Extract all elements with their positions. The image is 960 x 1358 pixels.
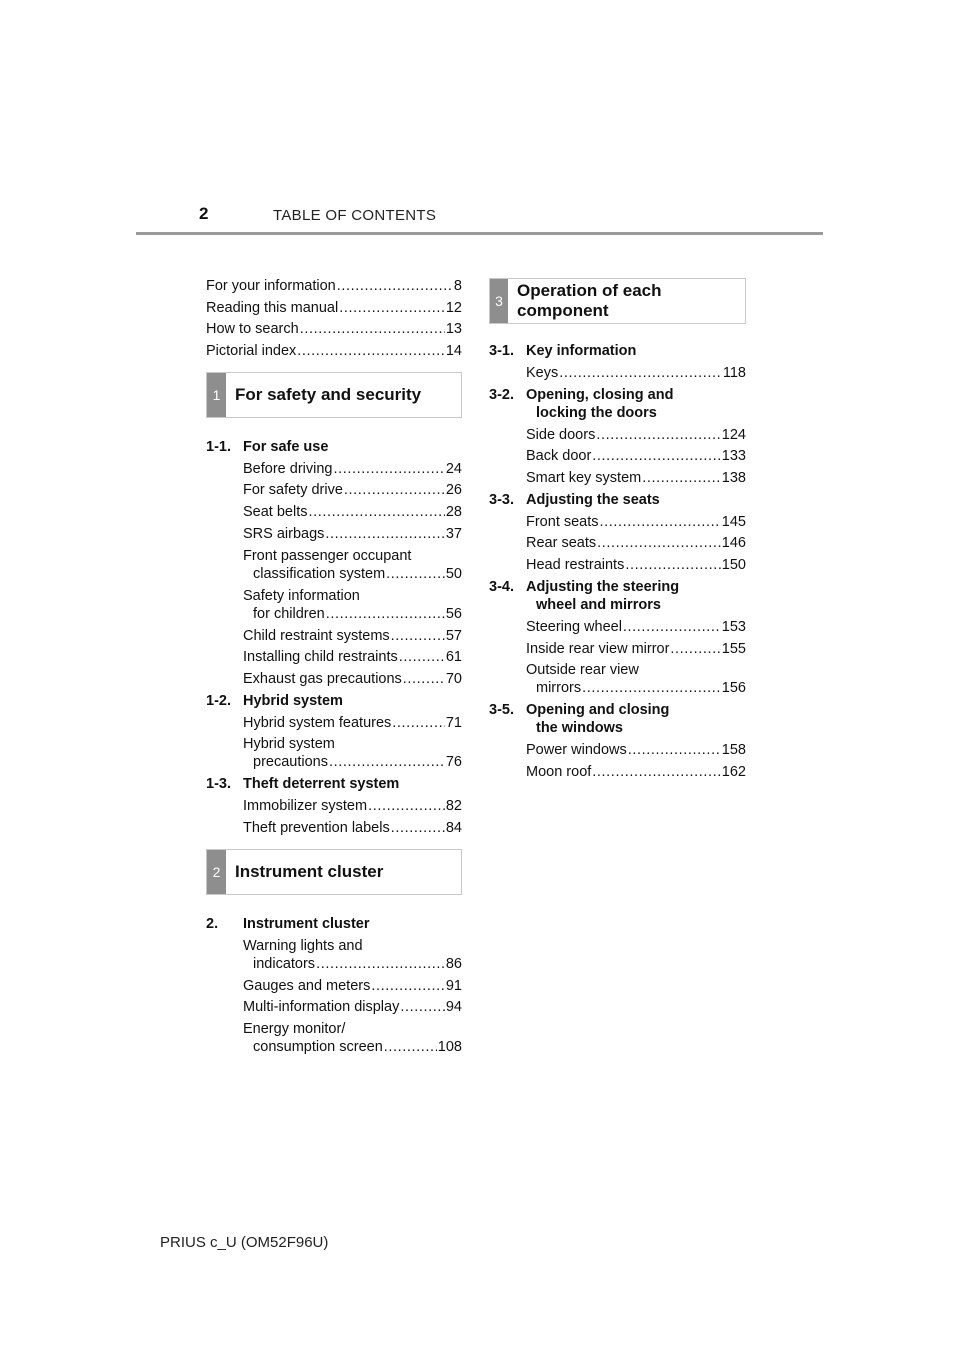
toc-entry[interactable]: Outside rear view mirrors ..... 156 [526,661,746,697]
toc-entry[interactable]: Rear seats ..... 146 [526,534,746,552]
page-ref: 70 [445,670,462,687]
toc-entry[interactable]: Installing child restraints ..... 61 [243,648,462,666]
toc-entry[interactable]: Side doors ..... 124 [526,426,746,444]
page-ref: 156 [721,680,746,697]
page-ref: 76 [445,754,462,771]
subsection-heading[interactable]: 3-1. Key information [489,343,637,359]
page-ref: 153 [721,618,746,635]
subsection-heading[interactable]: 1-3. Theft deterrent system [206,776,400,793]
page-ref: 26 [445,482,462,499]
toc-entry[interactable]: Steering wheel ..... 153 [526,618,746,636]
toc-entry[interactable]: Keys ..... 118 [526,364,746,382]
section-title: For safety and security [235,384,422,404]
section-tab: 1 [207,373,226,417]
toc-left-column [206,277,462,1060]
toc-entry[interactable]: Front passenger occupant classification system ..... 50 [243,547,462,583]
toc-entry[interactable]: Exhaust gas precautions ..... 70 [243,670,462,688]
toc-entry[interactable]: Child restraint systems ..... 57 [243,627,462,645]
section-header-1[interactable] [206,372,462,418]
toc-right-column [489,278,746,785]
page-ref: 12 [445,299,462,316]
page-ref: 8 [453,278,462,294]
page-ref: 82 [445,798,462,815]
subsection-heading[interactable]: 2. Instrument cluster [206,915,370,932]
subsection-heading[interactable]: 3-5. Opening and closing the windows [489,702,670,737]
page-ref: 133 [721,448,746,465]
subsection-heading[interactable]: 3-4. Adjusting the steering wheel and mirrors [489,578,680,613]
toc-entry[interactable]: Power windows ..... 158 [526,741,746,759]
page-ref: 86 [445,955,462,972]
toc-entry[interactable]: Seat belts ..... 28 [243,503,462,521]
toc-entry[interactable]: Inside rear view mirror ..... 155 [526,640,746,658]
footer-model-code: PRIUS c_U (OM52F96U) [160,1234,329,1251]
page-ref: 13 [445,321,462,338]
page-ref: 24 [445,460,462,477]
page-ref: 71 [445,714,462,731]
page-ref: 91 [445,977,462,994]
toc-entry[interactable]: Immobilizer system ..... 82 [243,797,462,815]
toc-entry[interactable]: For your information ..... 8 [206,277,462,295]
page-ref: 50 [445,565,462,582]
section-header-2[interactable] [206,849,462,895]
page-ref: 118 [722,365,746,381]
section-header-3[interactable] [489,278,746,324]
section-title: Operation of each component [516,281,662,320]
page-ref: 145 [721,513,746,530]
page-title: TABLE OF CONTENTS [273,207,437,224]
subsection-heading[interactable]: 1-2. Hybrid system [206,692,343,709]
toc-entry[interactable]: Safety information for children ..... 56 [243,587,462,623]
page-ref: 14 [445,343,462,360]
subsection-heading[interactable]: 3-2. Opening, closing and locking the doors [489,386,674,421]
page-ref: 108 [437,1039,462,1055]
toc-entry[interactable]: Front seats ..... 145 [526,513,746,531]
subsection-heading[interactable]: 3-3. Adjusting the seats [489,491,660,508]
section-tab: 2 [207,850,226,894]
page-ref: 84 [445,819,462,836]
page-ref: 57 [445,627,462,644]
page-ref: 61 [445,649,462,666]
toc-entry[interactable]: Energy monitor/ consumption screen ..... 108 [243,1020,462,1056]
toc-entry[interactable]: Hybrid system precautions ..... 76 [243,735,462,771]
toc-entry[interactable]: Before driving ..... 24 [243,460,462,478]
subsection-heading[interactable]: 1-1. For safe use [206,438,329,455]
page-ref: 124 [721,426,746,443]
page-ref: 150 [721,557,746,574]
toc-entry[interactable]: Multi-information display ..... 94 [243,998,462,1016]
header-divider [136,232,823,235]
page-ref: 37 [445,525,462,542]
page-number: 2 [199,204,209,223]
page-ref: 158 [721,742,746,759]
toc-entry[interactable]: Moon roof ..... 162 [526,763,746,781]
page-ref: 146 [721,535,746,552]
page-ref: 162 [721,763,746,780]
toc-entry[interactable]: Smart key system ..... 138 [526,469,746,487]
section-tab: 3 [490,279,508,323]
toc-entry[interactable]: SRS airbags ..... 37 [243,525,462,543]
toc-entry[interactable]: Pictorial index ..... 14 [206,342,462,360]
toc-entry[interactable]: Warning lights and indicators ..... 86 [243,937,462,973]
page-ref: 56 [445,605,462,622]
page-ref: 155 [721,640,746,657]
toc-entry[interactable]: Back door ..... 133 [526,447,746,465]
toc-entry[interactable]: Reading this manual ..... 12 [206,299,462,317]
toc-entry[interactable]: How to search ..... 13 [206,320,462,338]
toc-entry[interactable]: For safety drive ..... 26 [243,481,462,499]
toc-entry[interactable]: Hybrid system features ..... 71 [243,714,462,732]
page-ref: 138 [721,470,746,487]
toc-entry[interactable]: Head restraints ..... 150 [526,556,746,574]
page-ref: 94 [445,999,462,1016]
toc-entry[interactable]: Theft prevention labels ..... 84 [243,819,462,837]
toc-entry[interactable]: Gauges and meters ..... 91 [243,977,462,995]
page-ref: 28 [445,504,462,521]
section-title: Instrument cluster [235,861,384,881]
